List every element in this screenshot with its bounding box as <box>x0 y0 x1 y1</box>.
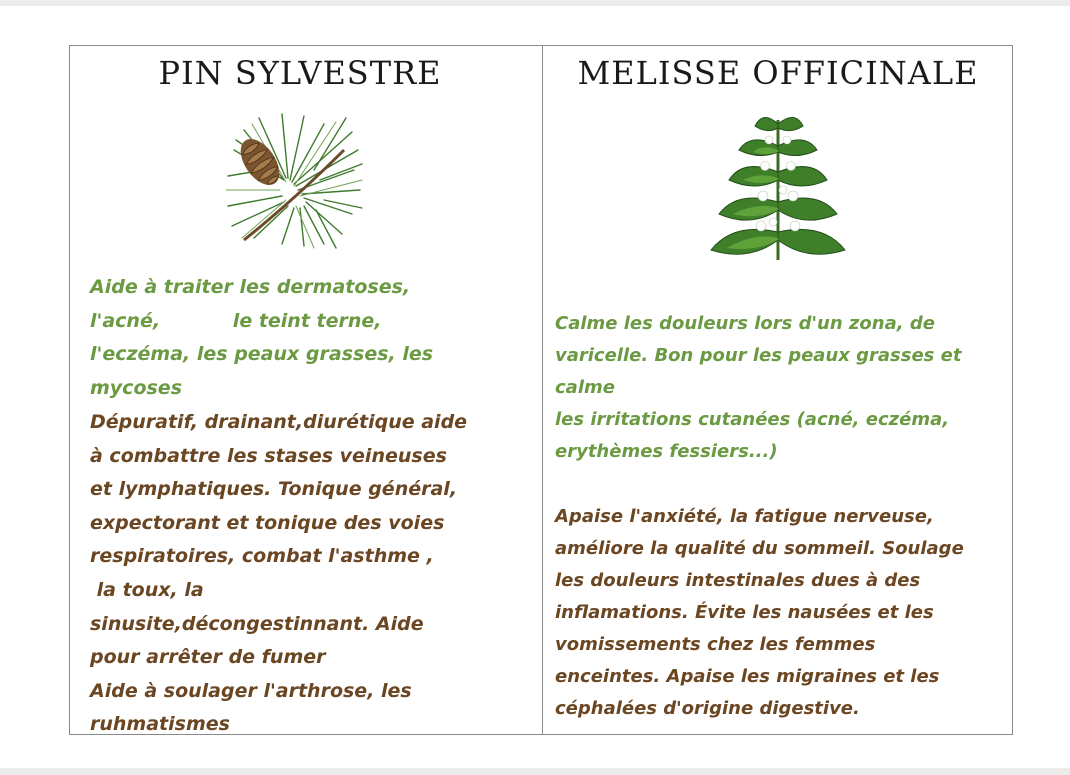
card-title: MELISSE OFFICINALE <box>577 54 979 92</box>
skin-benefits: Calme les douleurs lors d'un zona, de varicelle. Bon pour les peaux grasses et calme les irritations cutanées (acné, eczéma, erythèmes fessiers...) <box>555 313 962 462</box>
skin-benefits: Aide à traiter les dermatoses, l'acné, le teint terne, l'eczéma, les peaux grasses, les mycoses <box>90 276 434 399</box>
plant-table <box>69 45 1013 735</box>
health-benefits: Dépuratif, drainant,diurétique aide à combattre les stases veineuses et lymphatiques. Tonique général, expectorant et tonique des voies respiratoires, combat l'asthme , la toux, la sinusite,décongestinnant. Aide pour arrêter de fumer Aide à soulager l'arthrose, les ruhmatismes <box>90 411 468 736</box>
pine-branch-icon <box>224 110 364 250</box>
card-title: PIN SYLVESTRE <box>158 54 442 92</box>
card-melisse-officinale <box>543 46 1013 734</box>
lemon-balm-icon <box>703 110 853 266</box>
health-benefits: Apaise l'anxiété, la fatigue nerveuse, améliore la qualité du sommeil. Soulage les douleurs intestinales dues à des inflamations. Évite les nausées et les vomissements chez les femmes enceintes. Apaise les migraines et les céphalées d'origine digestive. <box>555 506 964 719</box>
page <box>0 6 1070 768</box>
card-pin-sylvestre <box>70 46 542 734</box>
